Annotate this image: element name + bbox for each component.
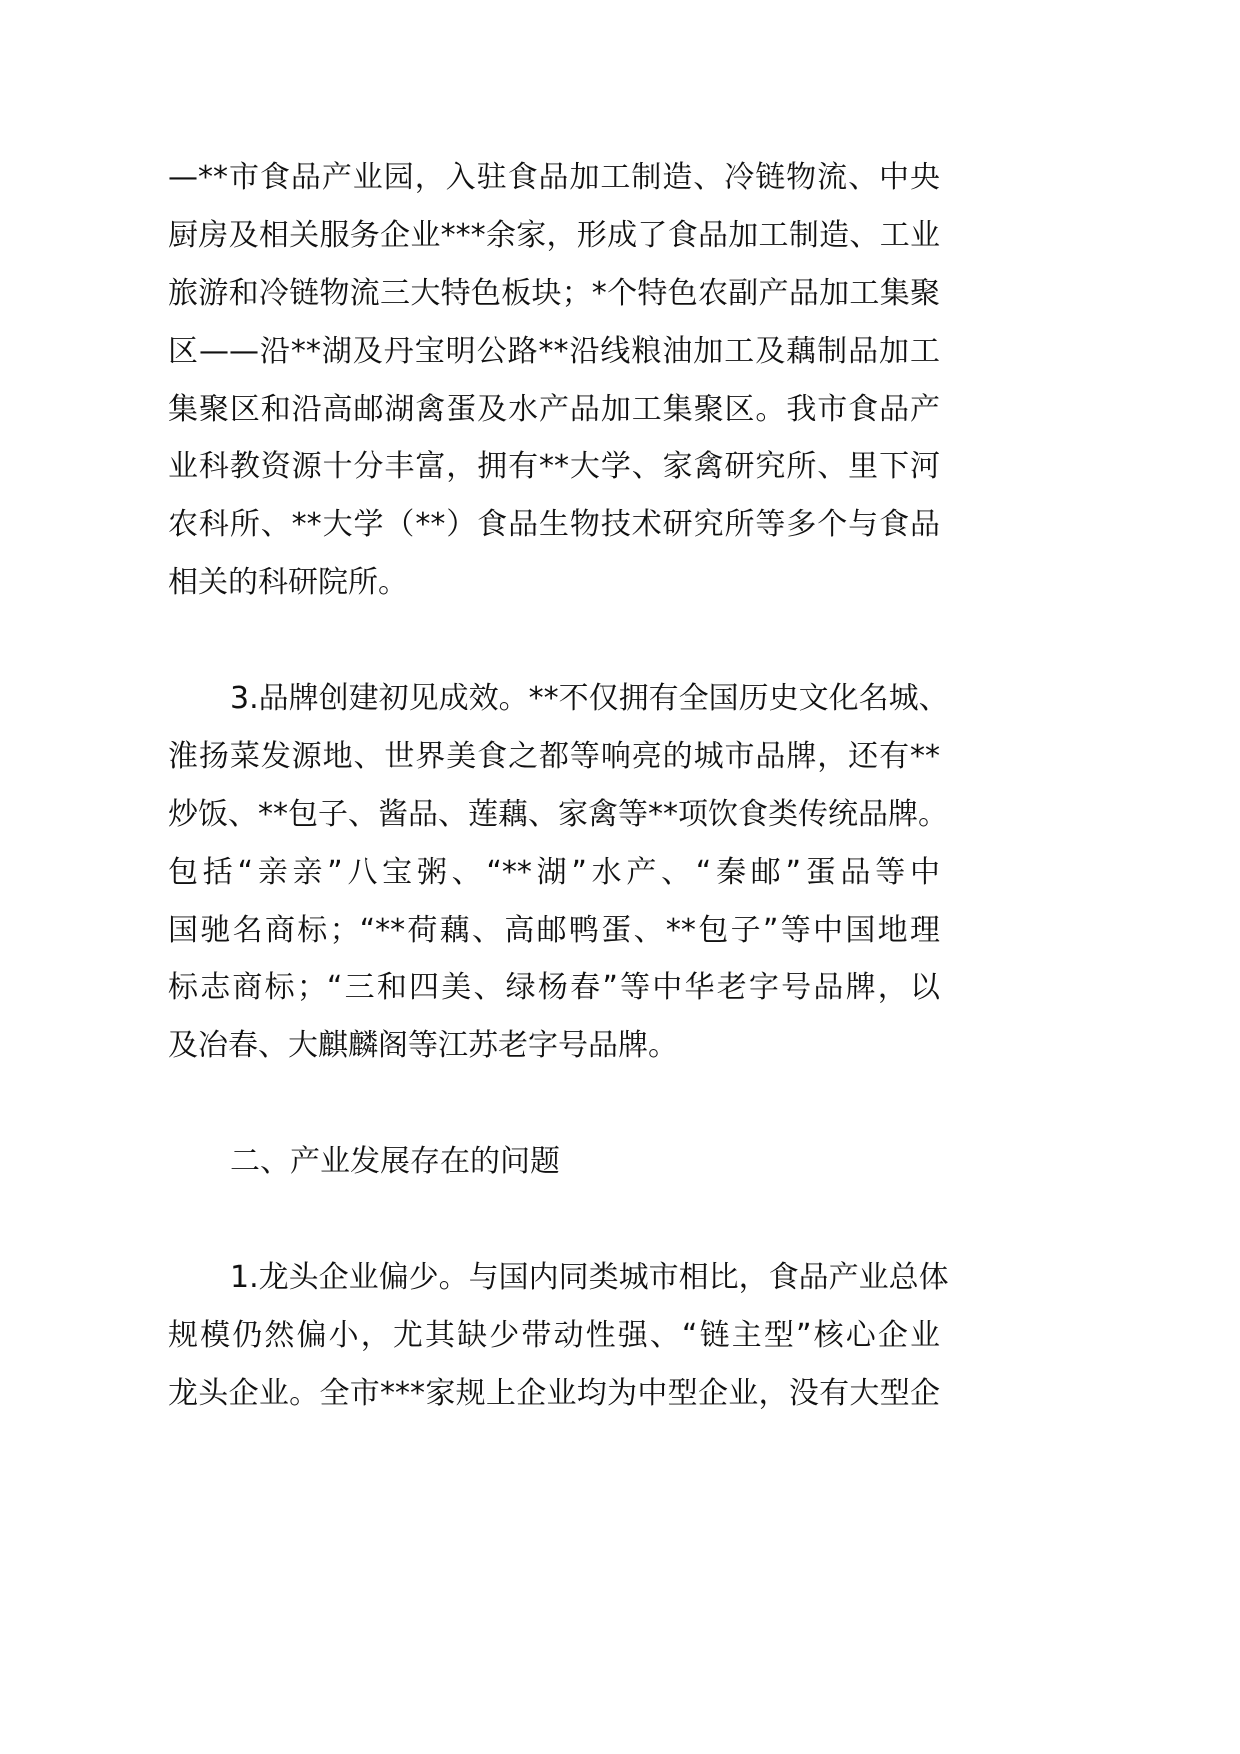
section-heading-block: [168, 1133, 940, 1191]
paragraph-line: 规模仍然偏小，尤其缺少带动性强、“链主型”核心企业: [168, 1317, 940, 1353]
paragraph-line: 厨房及相关服务企业***余家，形成了食品加工制造、工业: [168, 217, 940, 253]
paragraph-line: 农科所、**大学（**）食品生物技术研究所等多个与食品: [168, 507, 940, 543]
paragraph-line: 及冶春、大麒麟阁等江苏老字号品牌。: [168, 1028, 678, 1064]
body-paragraph-leading-enterprises: [168, 1249, 949, 1423]
paragraph-line: 炒饭、**包子、酱品、莲藕、家禽等**项饮食类传统品牌。: [168, 796, 948, 832]
paragraph-line: 淮扬菜发源地、世界美食之都等响亮的城市品牌，还有**: [168, 738, 940, 774]
paragraph-line: 区——沿**湖及丹宝明公路**沿线粮油加工及藕制品加工: [168, 333, 940, 369]
paragraph-line: 标志商标；“三和四美、绿杨春”等中华老字号品牌，以: [168, 970, 940, 1006]
paragraph-line: 龙头企业。全市***家规上企业均为中型企业，没有大型企: [168, 1375, 940, 1411]
paragraph-line: 相关的科研院所。: [168, 565, 408, 601]
paragraph-line: 3.品牌创建初见成效。**不仅拥有全国历史文化名城、: [230, 681, 949, 717]
paragraph-line: —**市食品产业园，入驻食品加工制造、冷链物流、中央: [168, 160, 940, 195]
paragraph-line: 包括“亲亲”八宝粥、“**湖”水产、“秦邮”蛋品等中: [168, 854, 940, 890]
body-paragraph-brand-building: [168, 670, 949, 1075]
paragraph-line: 旅游和冷链物流三大特色板块；*个特色农副产品加工集聚: [168, 275, 940, 311]
paragraph-line: 集聚区和沿高邮湖禽蛋及水产品加工集聚区。我市食品产: [168, 391, 940, 427]
paragraph-line: 业科教资源十分丰富，拥有**大学、家禽研究所、里下河: [168, 449, 940, 485]
body-paragraph-food-industry-park: [168, 149, 940, 612]
paragraph-line: 1.龙头企业偏少。与国内同类城市相比，食品产业总体: [230, 1259, 949, 1295]
paragraph-line: 国驰名商标；“**荷藕、高邮鸭蛋、**包子”等中国地理: [168, 912, 940, 948]
document-body: [168, 149, 949, 1423]
section-heading: 二、产业发展存在的问题: [230, 1144, 560, 1180]
